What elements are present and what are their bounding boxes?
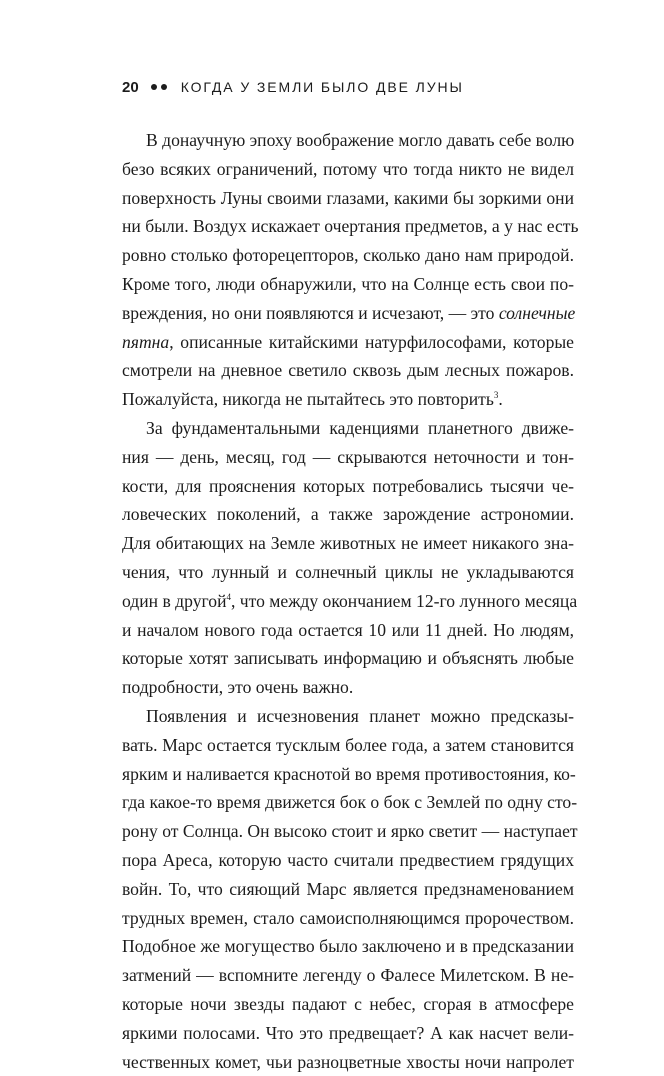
italic-term: солнечные [499, 303, 576, 323]
text-line: войн. То, что сияющий Марс является предзнаменованием [122, 875, 574, 904]
footnote-marker: 3 [494, 390, 499, 400]
text-line: чественных комет, чьи разноцветные хвосты ночи напролет [122, 1048, 574, 1076]
text-line: ловеческих поколений, а также зарождение астрономии. [122, 500, 574, 529]
running-head [122, 77, 464, 97]
text-line: рону от Солнца. Он высоко стоит и ярко светит — наступает [122, 817, 574, 846]
page-number: 20 [122, 79, 139, 96]
text-line [122, 299, 574, 328]
text-line: Пожалуйста, никогда не пытайтесь это повторить$^3$. [122, 385, 574, 414]
text-line: В донаучную эпоху воображение могло давать себе волю [122, 126, 574, 155]
text-line: Появления и исчезновения планет можно предсказы- [122, 702, 574, 731]
text-line: Для обитающих на Земле животных не имеет никакого зна- [122, 529, 574, 558]
text-line: вать. Марс остается тусклым более года, а затем становится [122, 731, 574, 760]
text-line: безо всяких ограничений, потому что тогда никто не видел [122, 155, 574, 184]
text-line: смотрели на дневное светило сквозь дым лесных пожаров. [122, 356, 574, 385]
text-line: и началом нового года остается 10 или 11 дней. Но людям, [122, 616, 574, 645]
text-line: гда какое-то время движется бок о бок с Землей по одну сто- [122, 788, 574, 817]
text-line [122, 587, 574, 616]
text-line: ния — день, месяц, год — скрываются неточности и тон- [122, 443, 574, 472]
paragraph-3 [122, 702, 574, 1076]
text-line: яркими полосами. Что это предвещает? А как насчет вели- [122, 1019, 574, 1048]
bullet-icon [151, 84, 157, 90]
bullet-icon [161, 84, 167, 90]
text-line: Подобное же могущество было заключено и в предсказании [122, 932, 574, 961]
text-line: За фундаментальными каденциями планетного движе- [122, 414, 574, 443]
text-line: чения, что лунный и солнечный циклы не укладываются [122, 558, 574, 587]
bullet-ornament [151, 84, 167, 90]
text-line: поверхность Луны своими глазами, какими бы зоркими они [122, 184, 574, 213]
book-title: КОГДА У ЗЕМЛИ БЫЛО ДВЕ ЛУНЫ [181, 79, 464, 95]
text-line [122, 328, 574, 357]
text-run: Пожалуйста, никогда не пытайтесь это повторить [122, 389, 494, 409]
paragraph-2 [122, 414, 574, 702]
text-line: кости, для прояснения которых потребовались тысячи че- [122, 472, 574, 501]
italic-term: пятна [122, 332, 169, 352]
text-line: ровно столько фоторецепторов, сколько дано нам природой. [122, 241, 574, 270]
text-line: затмений — вспомните легенду о Фалесе Милетском. В не- [122, 961, 574, 990]
text-line: ни были. Воздух искажает очертания предметов, а у нас есть [122, 212, 574, 241]
text-line: Кроме того, люди обнаружили, что на Солнце есть свои по- [122, 270, 574, 299]
text-run: , описанные китайскими натурфилософами, которые [169, 332, 574, 352]
text-run: , что между окончанием 12-го лунного месяца [231, 591, 577, 611]
text-line: трудных времен, стало самоисполняющимся пророчеством. [122, 904, 574, 933]
text-line: ярким и наливается краснотой во время противостояния, ко- [122, 760, 574, 789]
text-run: один в другой [122, 591, 226, 611]
text-line: которые хотят записывать информацию и объяснять любые [122, 644, 574, 673]
text-line: которые ночи звезды падают с небес, сгорая в атмосфере [122, 990, 574, 1019]
text-run: вреждения, но они появляются и исчезают, — это [122, 303, 499, 323]
footnote-marker: 4 [226, 592, 231, 602]
text-line: пора Ареса, которую часто считали предвестием грядущих [122, 846, 574, 875]
body-text [122, 126, 574, 1076]
text-line: подробности, это очень важно. [122, 673, 574, 702]
paragraph-1 [122, 126, 574, 414]
